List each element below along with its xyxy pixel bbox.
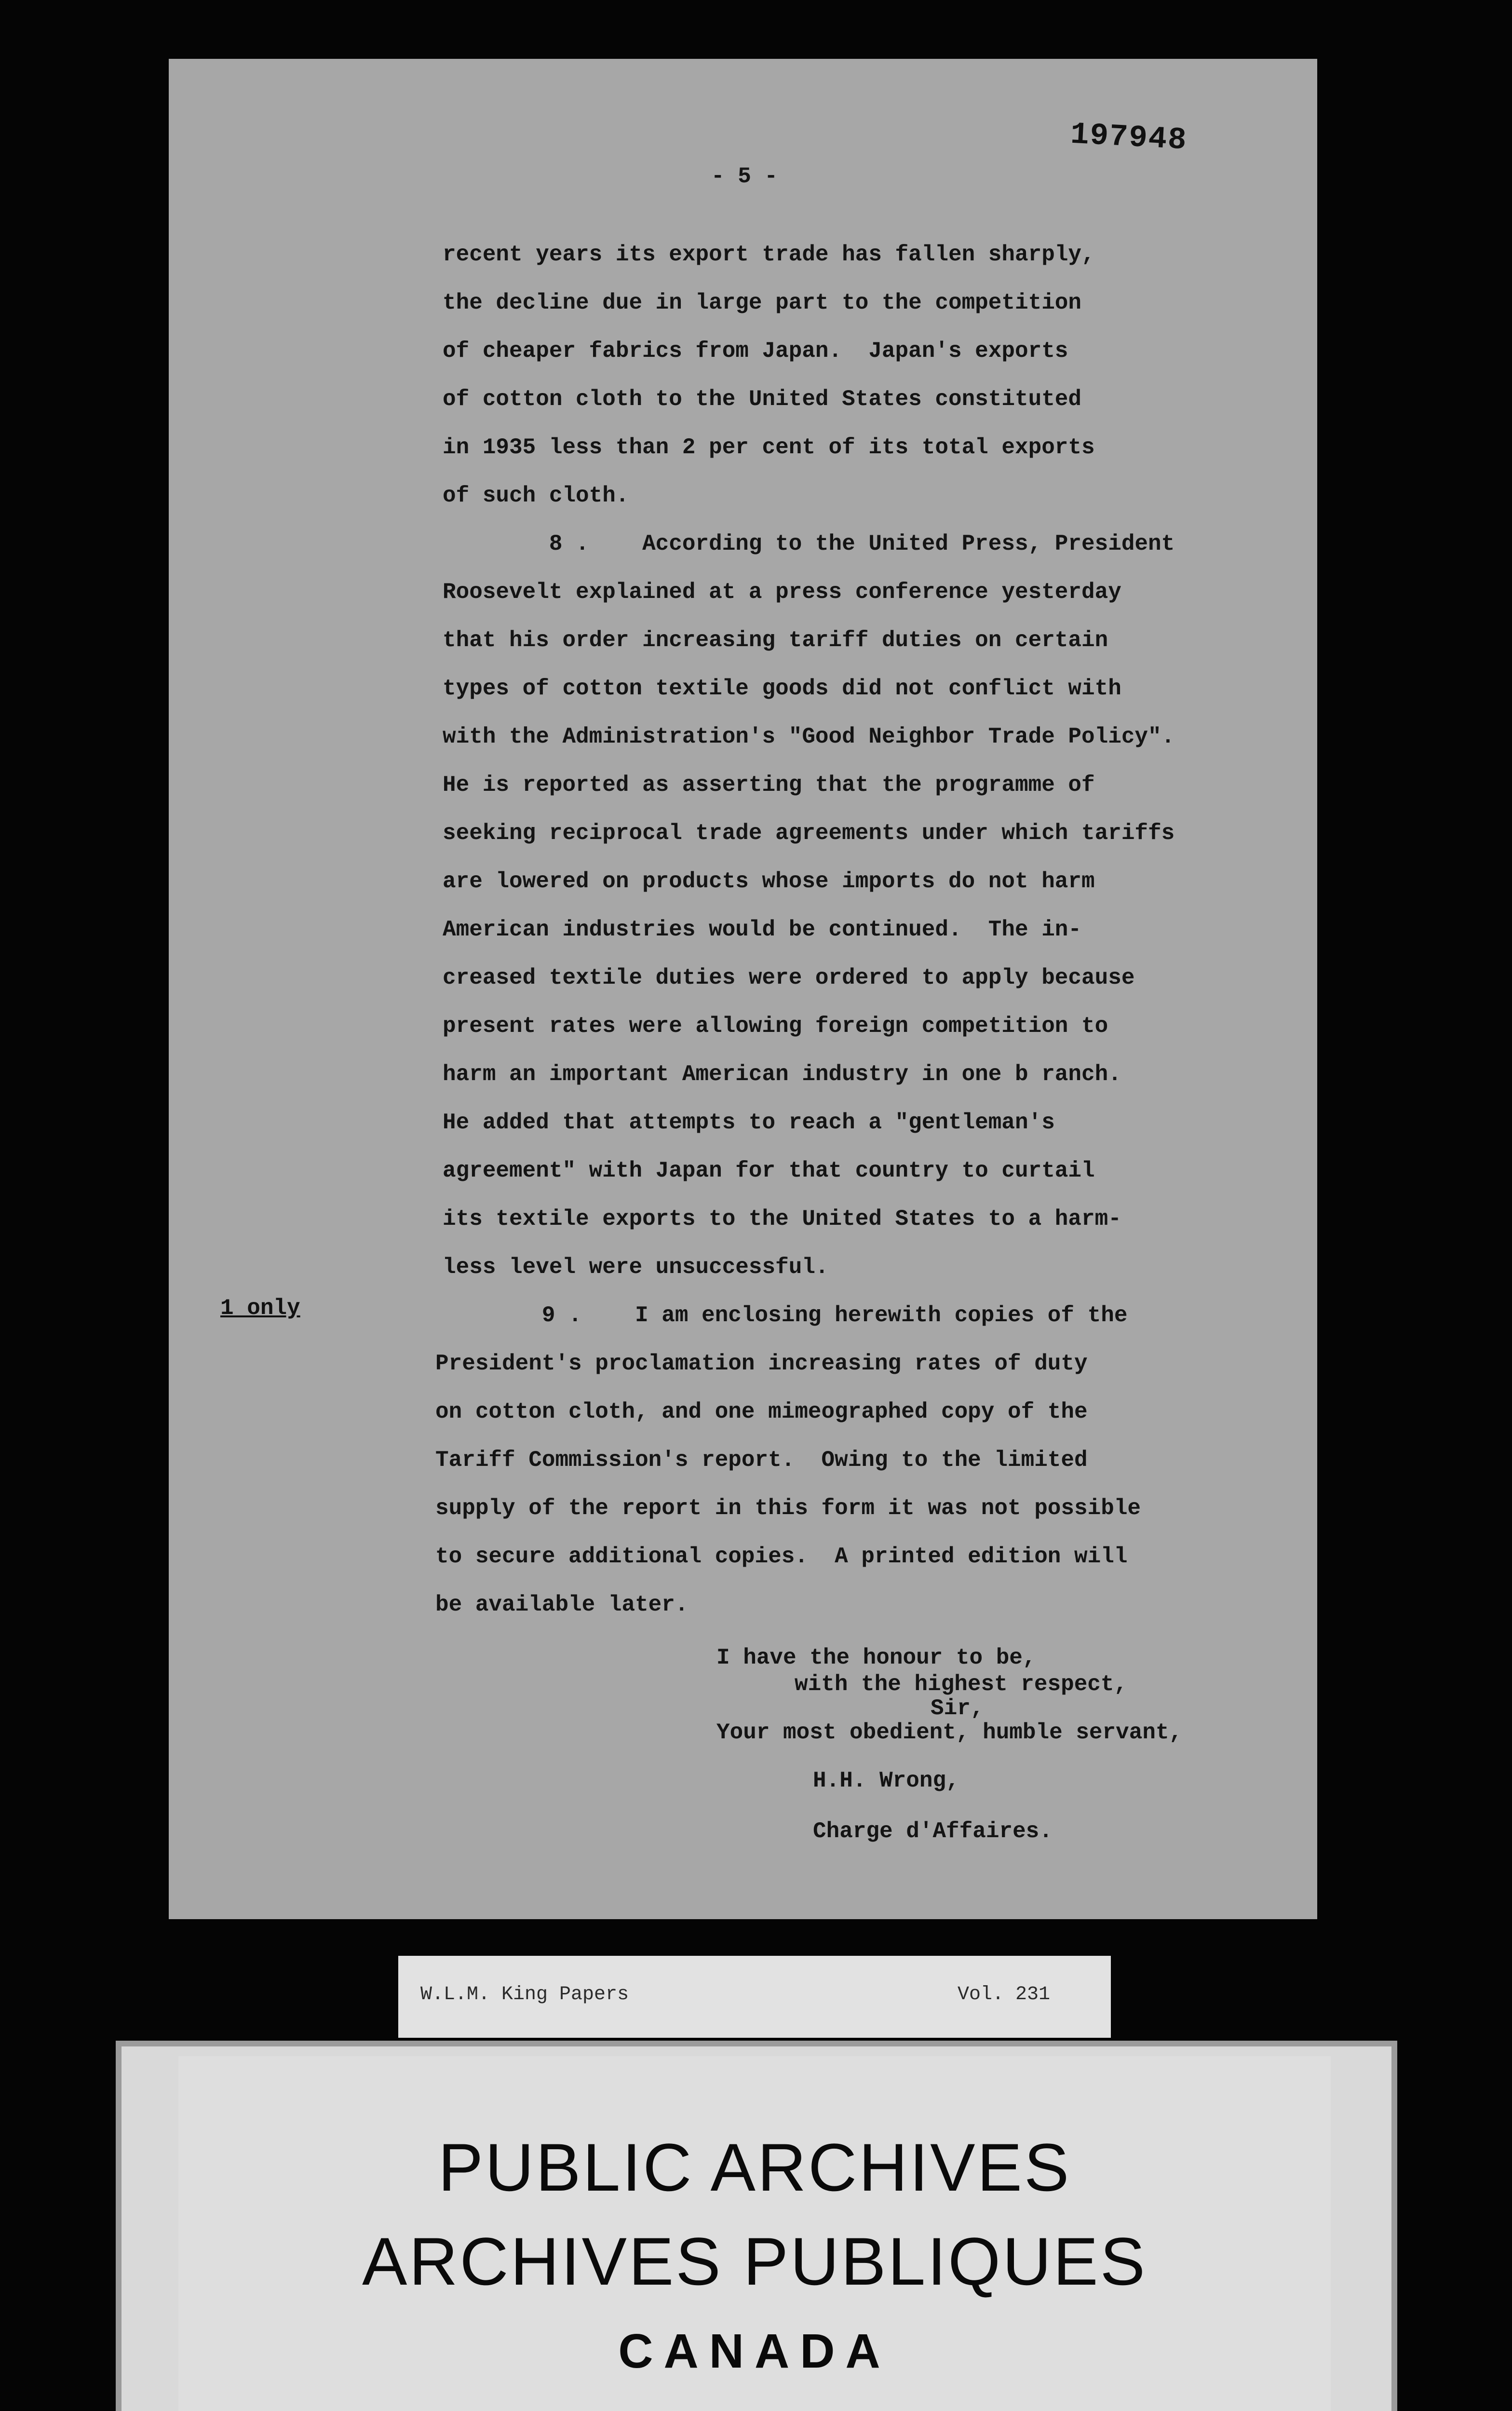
body-line: in 1935 less than 2 per cent of its total exports bbox=[443, 435, 1095, 460]
body-line: of cheaper fabrics from Japan. Japan's exports bbox=[443, 339, 1068, 364]
body-line: supply of the report in this form it was not possible bbox=[435, 1496, 1141, 1521]
body-line: of cotton cloth to the United States constituted bbox=[443, 387, 1082, 412]
body-line: are lowered on products whose imports do not harm bbox=[443, 869, 1095, 894]
letter-page bbox=[169, 59, 1317, 1919]
body-line: 9 . I am enclosing herewith copies of the bbox=[435, 1303, 1128, 1328]
body-line: that his order increasing tariff duties on certain bbox=[443, 628, 1108, 653]
body-line: less level were unsuccessful. bbox=[443, 1255, 829, 1280]
body-line: recent years its export trade has fallen sharply, bbox=[443, 242, 1095, 267]
signature-title: Charge d'Affaires. bbox=[813, 1819, 1053, 1844]
body-line: President's proclamation increasing rates of duty bbox=[435, 1351, 1088, 1376]
closing-line: with the highest respect, bbox=[795, 1672, 1128, 1697]
body-line: American industries would be continued. The in- bbox=[443, 917, 1082, 942]
stamp-line-french: ARCHIVES PUBLIQUES bbox=[362, 2223, 1147, 2299]
margin-note: 1 only bbox=[220, 1296, 300, 1321]
body-line: on cotton cloth, and one mimeographed copy of the bbox=[435, 1399, 1088, 1424]
body-line: agreement" with Japan for that country to curtail bbox=[443, 1158, 1095, 1183]
body-line: 8 . According to the United Press, President bbox=[443, 531, 1175, 556]
body-line: creased textile duties were ordered to apply because bbox=[443, 965, 1135, 990]
archive-label bbox=[398, 1956, 1111, 2038]
archives-stamp bbox=[178, 2056, 1331, 2411]
page-number: - 5 - bbox=[711, 164, 778, 189]
closing-line: Sir, bbox=[931, 1696, 984, 1721]
body-line: seeking reciprocal trade agreements under which tariffs bbox=[443, 821, 1175, 846]
body-line: of such cloth. bbox=[443, 483, 629, 508]
body-line: harm an important American industry in one b ranch. bbox=[443, 1062, 1121, 1087]
body-line: He is reported as asserting that the programme of bbox=[443, 772, 1095, 798]
body-line: the decline due in large part to the competition bbox=[443, 290, 1082, 315]
body-line: He added that attempts to reach a "gentleman's bbox=[443, 1110, 1055, 1135]
volume-number: Vol. 231 bbox=[958, 1984, 1051, 2005]
stamp-line-country: CANADA bbox=[618, 2324, 891, 2378]
body-line: Roosevelt explained at a press conference yesterday bbox=[443, 580, 1121, 605]
body-line: with the Administration's "Good Neighbor Trade Policy". bbox=[443, 724, 1175, 749]
stamp-line-english: PUBLIC ARCHIVES bbox=[438, 2129, 1071, 2205]
closing-line: Your most obedient, humble servant, bbox=[716, 1720, 1183, 1745]
body-line: types of cotton textile goods did not conflict with bbox=[443, 676, 1121, 701]
body-line: its textile exports to the United States to a harm- bbox=[443, 1206, 1121, 1232]
collection-name: W.L.M. King Papers bbox=[420, 1984, 629, 2005]
archives-stamp-card bbox=[116, 2041, 1397, 2411]
body-line: present rates were allowing foreign competition to bbox=[443, 1014, 1108, 1039]
body-line: Tariff Commission's report. Owing to the limited bbox=[435, 1448, 1088, 1473]
body-line: to secure additional copies. A printed edition will bbox=[435, 1544, 1128, 1569]
document-number: 197948 bbox=[1069, 117, 1188, 159]
closing-line: I have the honour to be, bbox=[716, 1645, 1036, 1670]
signature-name: H.H. Wrong, bbox=[813, 1768, 959, 1793]
body-line: be available later. bbox=[435, 1592, 688, 1617]
